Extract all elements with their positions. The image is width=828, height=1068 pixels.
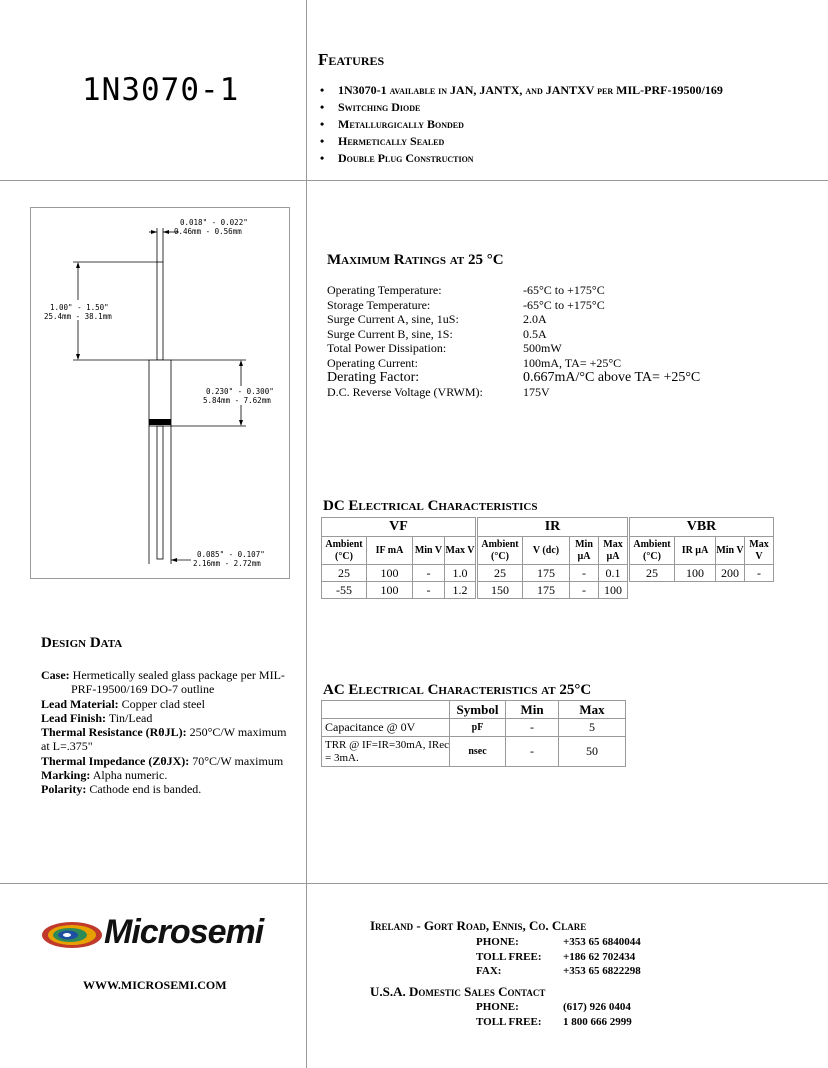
rating-value: 100mA, TA= +25°C [523, 355, 622, 370]
vbr-col: Max V [745, 537, 774, 565]
usa-heading: U.S.A. Domestic Sales Contact [370, 984, 546, 999]
ireland-tollfree: +186 62 702434 [563, 950, 636, 963]
ir-cell: - [570, 565, 599, 582]
vf-col: Min V [413, 537, 445, 565]
ir-cell: - [570, 582, 599, 599]
ac-col-header: Min [506, 701, 559, 719]
ac-min: - [506, 737, 559, 767]
lead-dia-in: 0.018" - 0.022" [180, 218, 248, 227]
ireland-fax-label: FAX: [476, 965, 502, 977]
usa-tollfree-label: TOLL FREE: [476, 1015, 542, 1028]
vbr-col: IR µA [675, 537, 716, 565]
rating-label: Operating Current: [327, 355, 418, 370]
ac-param: TRR @ IF=IR=30mA, IRec = 3mA. [322, 737, 450, 767]
vbr-cell: 100 [675, 565, 716, 582]
thermal-impedance-label: Thermal Impedance (ZθJX): [41, 753, 190, 768]
vf-col: IF mA [367, 537, 413, 565]
design-data-title: Design Data [41, 635, 123, 651]
vf-cell: - [413, 582, 445, 599]
usa-contact-table [474, 999, 634, 1030]
body-dia-mm: 2.16mm - 2.72mm [193, 559, 261, 568]
case-value-2: PRF-19500/169 DO-7 outline [71, 682, 215, 697]
thermal-resistance-value-2: at L=.375" [41, 739, 93, 754]
marking-value: Alpha numeric. [92, 768, 168, 783]
usa-phone: (617) 926 0404 [563, 1001, 631, 1013]
vbr-header: VBR [630, 518, 774, 537]
case-value: Hermetically sealed glass package per MIL- [72, 668, 285, 682]
ir-col: Min µA [570, 537, 599, 565]
ir-cell: 175 [523, 582, 570, 599]
lead-material-value: Copper clad steel [121, 696, 205, 711]
vbr-cell: - [745, 565, 774, 582]
case-label: Case: [41, 668, 70, 682]
design-data-block [41, 668, 296, 797]
feature-item: • Double Plug Construction [320, 150, 740, 166]
vf-col: Max V [445, 537, 476, 565]
microsemi-logo-text: Microsemi [104, 913, 264, 951]
usa-tollfree: 1 800 666 2999 [563, 1015, 632, 1028]
vbr-table [629, 517, 774, 582]
website-link[interactable]: WWW.MICROSEMI.COM [83, 978, 227, 992]
rating-value: 175V [523, 385, 550, 400]
dc-char-title: DC Electrical Characteristics [323, 498, 538, 514]
ir-cell: 150 [478, 582, 523, 599]
polarity-label: Polarity: [41, 782, 87, 797]
ir-table [477, 517, 628, 599]
vf-cell: 1.0 [445, 565, 476, 582]
ir-col: Ambient (°C) [478, 537, 523, 565]
rating-label: Surge Current B, sine, 1S: [327, 326, 453, 341]
vf-cell: 100 [367, 565, 413, 582]
lead-dia-mm: 0.46mm - 0.56mm [174, 227, 242, 236]
rating-row [327, 356, 700, 371]
features-list [320, 82, 740, 167]
rating-row [327, 283, 700, 298]
vf-table [321, 517, 476, 599]
rating-label: Surge Current A, sine, 1uS: [327, 312, 459, 327]
vf-header: VF [322, 518, 476, 537]
ireland-contact-table [474, 934, 643, 980]
rating-value: -65°C to +175°C [523, 283, 605, 297]
feature-item: • Switching Diode [320, 99, 740, 115]
vf-cell: 25 [322, 565, 367, 582]
rating-value: 2.0A [523, 312, 547, 327]
part-number-title: 1N3070-1 [82, 72, 240, 108]
lead-finish-value: Tin/Lead [108, 710, 153, 725]
thermal-resistance-label: Thermal Resistance (RθJL): [41, 725, 187, 740]
vbr-col: Ambient (°C) [630, 537, 675, 565]
lead-finish-label: Lead Finish: [41, 710, 107, 725]
rating-row [327, 312, 700, 327]
microsemi-logo-icon [40, 915, 104, 955]
diode-body [149, 360, 171, 426]
rating-label: Derating Factor: [327, 369, 420, 385]
rating-row [327, 341, 700, 356]
rating-value: -65°C to +175°C [523, 297, 605, 312]
rating-label: Storage Temperature: [327, 297, 431, 312]
vf-cell: 100 [367, 582, 413, 599]
ir-cell: 0.1 [599, 565, 628, 582]
cathode-band [149, 419, 171, 425]
ireland-phone-label: PHONE: [476, 936, 519, 948]
rating-label: Total Power Dissipation: [327, 341, 447, 356]
vf-cell: 1.2 [445, 582, 476, 599]
footer-divider [0, 883, 828, 884]
usa-phone-label: PHONE: [476, 1001, 519, 1013]
rating-label: D.C. Reverse Voltage (VRWM): [327, 385, 483, 400]
package-drawing [30, 207, 290, 579]
ir-col: Max µA [599, 537, 628, 565]
ir-header: IR [478, 518, 628, 537]
lead-material-label: Lead Material: [41, 696, 119, 711]
ac-symbol: nsec [450, 737, 506, 767]
body-dia-in: 0.085" - 0.107" [197, 550, 265, 559]
ireland-heading: Ireland - Gort Road, Ennis, Co. Clare [370, 918, 587, 933]
max-ratings-title: Maximum Ratings at 25 °C [327, 252, 504, 268]
vf-col: Ambient (°C) [322, 537, 367, 565]
rating-row [327, 371, 700, 386]
ac-char-table [321, 700, 626, 767]
rating-label: Operating Temperature: [327, 283, 442, 297]
vf-cell: - [413, 565, 445, 582]
max-ratings-table [327, 283, 700, 400]
ir-col: V (dc) [523, 537, 570, 565]
lower-lead [157, 426, 163, 559]
ireland-fax: +353 65 6822298 [563, 965, 641, 977]
ir-cell: 175 [523, 565, 570, 582]
feature-item: • Metallurgically Bonded [320, 116, 740, 132]
marking-label: Marking: [41, 768, 91, 783]
rating-value: 0.667mA/°C above TA= +25°C [523, 369, 701, 385]
rating-row [327, 327, 700, 342]
ac-max: 5 [559, 719, 626, 737]
feature-item: • Hermetically Sealed [320, 133, 740, 149]
ac-param: Capacitance @ 0V [322, 719, 450, 737]
vbr-col: Min V [716, 537, 745, 565]
diode-outline-drawing [31, 208, 289, 578]
rating-value: 500mW [523, 341, 562, 356]
rating-row [327, 298, 700, 313]
ac-char-title: AC Electrical Characteristics at 25°C [323, 682, 592, 698]
vbr-cell: 25 [630, 565, 675, 582]
top-divider [0, 180, 828, 181]
vbr-cell: 200 [716, 565, 745, 582]
body-len-mm: 5.84mm - 7.62mm [203, 396, 271, 405]
lead-len-mm: 25.4mm - 38.1mm [44, 312, 112, 321]
features-title: Features [318, 50, 385, 69]
ac-symbol: pF [450, 719, 506, 737]
ireland-tollfree-label: TOLL FREE: [476, 950, 542, 963]
usa-contact [370, 984, 545, 1000]
lead-len-in: 1.00" - 1.50" [50, 303, 109, 312]
thermal-impedance-value: 70°C/W maximum [192, 753, 284, 768]
ireland-phone: +353 65 6840044 [563, 936, 641, 948]
body-len-in: 0.230" - 0.300" [206, 387, 274, 396]
ac-col-header [322, 701, 450, 719]
feature-item: • 1N3070-1 available in JAN, JANTX, and JANTXV per MIL-PRF-19500/169 [320, 82, 740, 98]
upper-lead [157, 262, 163, 360]
ir-cell: 25 [478, 565, 523, 582]
ac-col-header: Max [559, 701, 626, 719]
polarity-value: Cathode end is banded. [89, 782, 202, 797]
ac-col-header: Symbol [450, 701, 506, 719]
thermal-resistance-value: 250°C/W maximum [189, 725, 287, 740]
ac-max: 50 [559, 737, 626, 767]
rating-row [327, 385, 700, 400]
ac-min: - [506, 719, 559, 737]
ireland-contact [370, 918, 586, 934]
center-divider [306, 0, 307, 1068]
ir-cell: 100 [599, 582, 628, 599]
vf-cell: -55 [322, 582, 367, 599]
rating-value: 0.5A [523, 326, 547, 341]
